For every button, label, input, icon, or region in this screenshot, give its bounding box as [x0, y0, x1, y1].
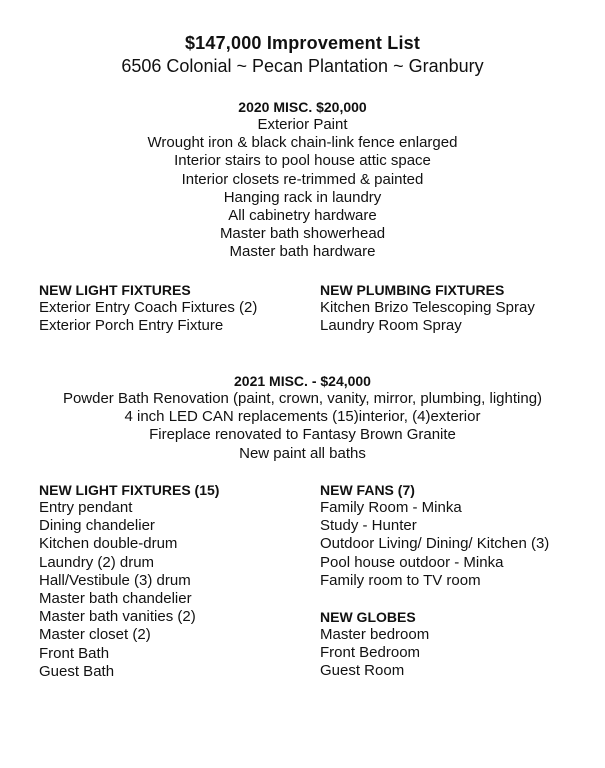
light-fixtures-2021-section	[39, 481, 219, 681]
misc-2020-item: All cabinetry hardware	[228, 207, 377, 225]
plumbing-fixtures-2020-item: Laundry Room Spray	[320, 317, 462, 335]
misc-2020-item: Interior stairs to pool house attic space	[174, 152, 431, 170]
misc-2020-item: Master bath showerhead	[219, 225, 386, 243]
fans-2021-item: Family room to TV room	[320, 571, 481, 589]
misc-2021-item: 4 inch LED CAN replacements (15)interior, (4)exterior	[124, 408, 481, 426]
light-fixtures-2020-item: Exterior Entry Coach Fixtures (2)	[39, 299, 258, 316]
light-fixtures-2021-item: Kitchen double-drum	[39, 535, 178, 553]
fans-2021-heading: NEW FANS (7)	[320, 482, 415, 498]
light-fixtures-2020-heading: NEW LIGHT FIXTURES	[39, 282, 191, 298]
misc-2020-item: Exterior Paint	[257, 116, 348, 133]
fans-globes-2021-section	[320, 481, 549, 681]
globes-2021-item: Front Bedroom	[320, 644, 421, 662]
light-fixtures-2021-heading: NEW LIGHT FIXTURES (15)	[39, 482, 220, 498]
light-fixtures-2021-item: Master closet (2)	[39, 626, 151, 644]
plumbing-fixtures-2020-item: Kitchen Brizo Telescoping Spray	[320, 299, 535, 316]
globes-2021-item: Guest Room	[320, 662, 405, 680]
misc-2021-item: Fireplace renovated to Fantasy Brown Granite	[149, 426, 456, 444]
light-fixtures-2021-item: Master bath vanities (2)	[39, 608, 196, 626]
fans-2021-item: Family Room - Minka	[320, 499, 462, 516]
globes-2021-heading: NEW GLOBES	[320, 609, 416, 626]
plumbing-fixtures-2020-heading: NEW PLUMBING FIXTURES	[320, 282, 505, 298]
light-fixtures-2021-item: Master bath chandelier	[39, 590, 192, 608]
fans-2021-item: Outdoor Living/ Dining/ Kitchen (3)	[320, 535, 550, 553]
light-fixtures-2021-item: Laundry (2) drum	[39, 553, 155, 571]
globes-2021-item: Master bedroom	[320, 626, 430, 644]
misc-2020-item: Wrought iron & black chain-link fence enlarged	[147, 134, 458, 152]
fans-2021-item: Pool house outdoor - Minka	[320, 553, 504, 571]
light-fixtures-2020-item: Exterior Porch Entry Fixture	[39, 317, 224, 335]
misc-2020-item: Interior closets re-trimmed & painted	[181, 170, 424, 188]
misc-2020-section	[0, 98, 605, 262]
plumbing-fixtures-2020-section	[320, 281, 535, 335]
misc-2020-item: Master bath hardware	[229, 243, 376, 261]
light-fixtures-2020-section	[39, 281, 257, 335]
document-header	[0, 32, 605, 78]
light-fixtures-2021-item: Entry pendant	[39, 499, 133, 516]
misc-2021-heading: 2021 MISC. - $24,000	[234, 373, 371, 389]
light-fixtures-2021-item: Hall/Vestibule (3) drum	[39, 571, 191, 589]
section-spacer	[320, 590, 549, 608]
light-fixtures-2021-item: Guest Bath	[39, 662, 115, 680]
document-title: $147,000 Improvement List	[184, 33, 421, 53]
misc-2021-item: Powder Bath Renovation (paint, crown, vanity, mirror, plumbing, lighting)	[62, 390, 543, 407]
misc-2021-item: New paint all baths	[239, 444, 366, 462]
fans-2021-item: Study - Hunter	[320, 517, 417, 535]
light-fixtures-2021-item: Dining chandelier	[39, 517, 155, 535]
property-address: 6506 Colonial ~ Pecan Plantation ~ Granbury	[121, 56, 484, 76]
light-fixtures-2021-item: Front Bath	[39, 644, 110, 662]
misc-2020-item: Hanging rack in laundry	[223, 188, 382, 206]
misc-2020-heading: 2020 MISC. $20,000	[238, 99, 367, 115]
misc-2021-section	[0, 372, 605, 463]
